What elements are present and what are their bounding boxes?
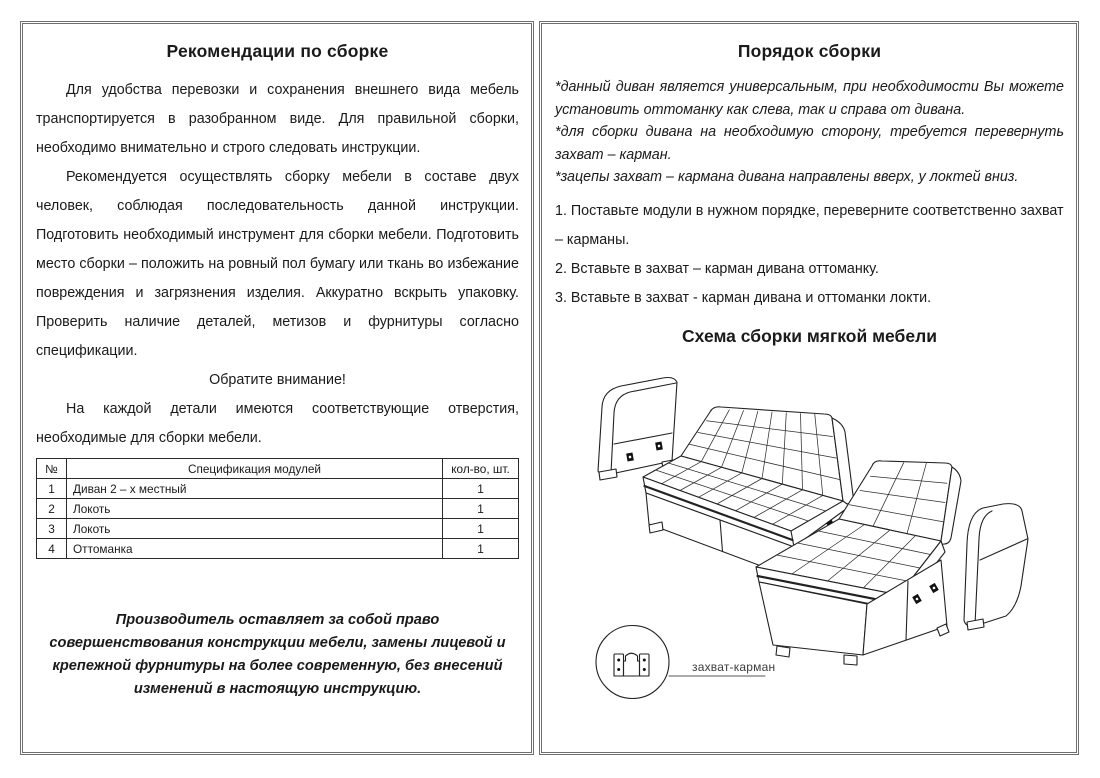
header-number: № xyxy=(37,459,67,479)
left-page-title: Рекомендации по сборке xyxy=(166,41,389,61)
callout-label: захват-карман xyxy=(692,659,776,674)
right-page xyxy=(539,21,1079,755)
cell-number: 1 xyxy=(37,479,67,499)
callout xyxy=(596,625,775,698)
attention-heading: Обратите внимание! xyxy=(209,372,346,388)
clip-icon xyxy=(626,452,634,461)
step-2: 2. Вставьте в захват – карман дивана оттоманку. xyxy=(555,260,879,277)
table-row xyxy=(37,519,519,539)
cell-module: Диван 2 – х местный xyxy=(67,479,443,499)
cell-module: Локоть xyxy=(67,499,443,519)
table-row xyxy=(37,479,519,499)
table-row xyxy=(37,539,519,559)
right-page-title: Порядок сборки xyxy=(737,41,882,61)
header-spec: Спецификация модулей xyxy=(67,459,443,479)
cell-qty: 1 xyxy=(443,519,519,539)
spec-table-header-row xyxy=(37,459,519,479)
cell-number: 3 xyxy=(37,519,67,539)
assembly-steps xyxy=(555,197,1064,313)
note-flip-pocket: *для сборки дивана на необходимую сторону, требуется перевернуть захват – карман. xyxy=(555,124,1064,163)
cell-qty: 1 xyxy=(443,479,519,499)
step-3: 3. Вставьте в захват - карман дивана и оттоманки локти. xyxy=(555,289,932,306)
cell-number: 4 xyxy=(37,539,67,559)
step-1: 1. Поставьте модули в нужном порядке, переверните соответственно захват – карманы. xyxy=(555,202,1064,248)
cell-module: Оттоманка xyxy=(67,539,443,559)
manufacturer-note: Производитель оставляет за собой право совершенствования конструкции мебели, замены лицевой и крепежной фурнитуры на более современную, без внесений изменений в настоящую инструкцию. xyxy=(49,612,506,697)
note-universal: *данный диван является универсальным, при необходимости Вы можете установить оттоманку как слева, так и справа от дивана. xyxy=(555,79,1064,118)
spec-table xyxy=(36,458,519,559)
cell-module: Локоть xyxy=(67,519,443,539)
paragraph-holes: На каждой детали имеются соответствующие отверстия, необходимые для сборки мебели. xyxy=(36,401,519,446)
assembly-diagram xyxy=(551,349,1079,753)
note-hooks-direction: *зацепы захват – кармана дивана направлены вверх, у локтей вниз. xyxy=(555,169,1019,185)
assembly-notes xyxy=(555,76,1064,189)
clip-icon xyxy=(655,441,663,450)
callout-circle xyxy=(596,625,669,698)
paragraph-transport: Для удобства перевозки и сохранения внешнего вида мебель транспортируется в разобранном виде. Для правильной сборки, необходимо внимательно и строго следовать инструкции. xyxy=(36,82,519,156)
armrest-right-drawing xyxy=(964,503,1028,629)
diagram-title: Схема сборки мягкой мебели xyxy=(682,325,937,346)
cell-number: 2 xyxy=(37,499,67,519)
paragraph-recommendation: Рекомендуется осуществлять сборку мебели в составе двух человек, соблюдая последовательность данной инструкции. Подготовить необходимый инструмент для сборки мебели. Подготовить место сборки – положить на ровный пол бумагу или ткань во избежание повреждения и загрязнения изделия. Аккуратно вскрыть упаковку. Проверить наличие деталей, метизов и фурнитуры согласно спецификации. xyxy=(36,169,519,359)
table-row xyxy=(37,499,519,519)
cell-qty: 1 xyxy=(443,539,519,559)
cell-qty: 1 xyxy=(443,499,519,519)
header-qty: кол-во, шт. xyxy=(443,459,519,479)
left-page xyxy=(20,21,534,755)
